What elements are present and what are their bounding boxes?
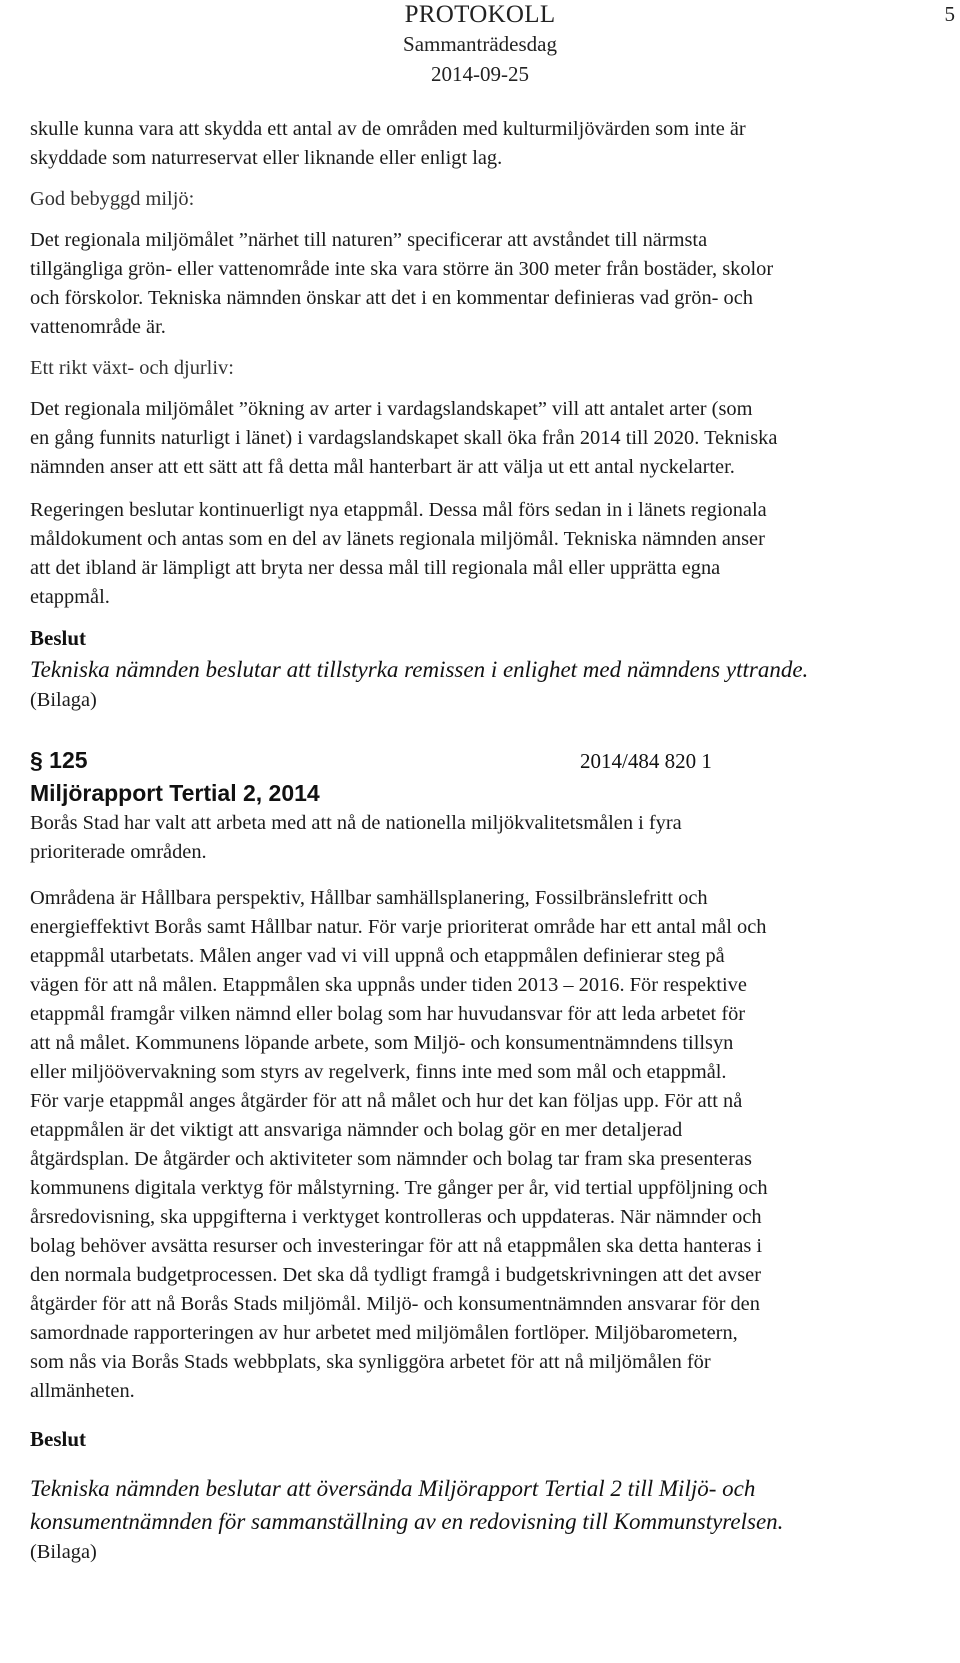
text-line: måldokument och antas som en del av länets regionala miljömål. Tekniska nämnden anser xyxy=(30,528,765,550)
text-line: Det regionala miljömålet ”närhet till naturen” specificerar att avståndet till närmsta xyxy=(30,229,708,251)
section-body-paragraph xyxy=(30,884,948,1406)
beslut-heading: Beslut xyxy=(30,1427,87,1451)
text-line: För varje etappmål anges åtgärder för att nå målet och hur det kan följas upp. För att nå xyxy=(30,1090,743,1112)
god-bebyggd-paragraph xyxy=(30,226,948,342)
page-number: 5 xyxy=(944,2,955,26)
text-line: skulle kunna vara att skydda ett antal av de områden med kulturmiljövärden som inte är xyxy=(30,118,746,140)
text-line: årsredovisning, ska uppgifterna i verktyget kontrolleras och uppdateras. När nämnder och xyxy=(30,1206,762,1228)
text-line: allmänheten. xyxy=(30,1380,135,1402)
decision-line: Tekniska nämnden beslutar att översända Miljörapport Tertial 2 till Miljö- och xyxy=(30,1476,756,1501)
text-line: att det ibland är lämpligt att bryta ner dessa mål till regionala mål eller upprätta egna xyxy=(30,557,721,579)
text-line: bolag behöver avsätta resurser och investeringar för att nå etappmålen ska detta hanteras i xyxy=(30,1235,763,1257)
beslut-heading: Beslut xyxy=(30,626,87,650)
case-reference: 2014/484 820 1 xyxy=(580,749,712,773)
text-line: att nå målet. Kommunens löpande arbete, som Miljö- och konsumentnämndens tillsyn xyxy=(30,1032,734,1054)
text-line: skyddade som naturreservat eller liknande eller enligt lag. xyxy=(30,147,503,169)
text-line: prioriterade områden. xyxy=(30,841,207,863)
section-header xyxy=(30,743,948,777)
decision-text: Tekniska nämnden beslutar att tillstyrka remissen i enlighet med nämndens yttrande. xyxy=(30,657,809,682)
section-intro-paragraph xyxy=(30,809,948,867)
text-line: kommunens digitala verktyg för målstyrning. Tre gånger per år, vid tertial uppföljning och xyxy=(30,1177,768,1199)
text-line: vägen för att nå målen. Etappmålen ska uppnås under tiden 2013 – 2016. För respektive xyxy=(30,974,747,996)
text-line: tillgängliga grön- eller vattenområde inte ska vara större än 300 meter från bostäder, skolor xyxy=(30,258,774,280)
intro-paragraph xyxy=(30,115,948,173)
text-line: Det regionala miljömålet ”ökning av arter i vardagslandskapet” vill att antalet arter (som xyxy=(30,398,753,420)
bilaga-note: (Bilaga) xyxy=(30,1541,97,1563)
decision-block xyxy=(30,624,948,714)
section-title: Miljörapport Tertial 2, 2014 xyxy=(30,780,320,806)
text-line: som nås via Borås Stads webbplats, ska synliggöra arbetet för att nå miljömålen för xyxy=(30,1351,711,1373)
meeting-date: 2014-09-25 xyxy=(431,62,529,86)
god-bebyggd-heading: God bebyggd miljö: xyxy=(30,188,195,210)
text-line: samordnade rapporteringen av hur arbetet med miljömålen fortlöper. Miljöbarometern, xyxy=(30,1322,738,1344)
text-line: Områdena är Hållbara perspektiv, Hållbar samhällsplanering, Fossilbränslefritt och xyxy=(30,887,708,909)
text-line: den normala budgetprocessen. Det ska då tydligt framgå i budgetskrivningen att det avser xyxy=(30,1264,762,1286)
text-line: en gång funnits naturligt i länet) i vardagslandskapet skall öka från 2014 till 2020. Tekniska xyxy=(30,427,778,449)
text-line: etappmål framgår vilken nämnd eller bolag som har huvudansvar för att leda arbetet för xyxy=(30,1003,746,1025)
decision-line: konsumentnämnden för sammanställning av en redovisning till Kommunstyrelsen. xyxy=(30,1509,784,1534)
meeting-day-label: Sammanträdesdag xyxy=(403,32,557,56)
text-line: och förskolor. Tekniska nämnden önskar att det i en kommentar definieras vad grön- och xyxy=(30,287,753,309)
vaxt-djurliv-paragraph xyxy=(30,395,948,482)
text-line: etappmål. xyxy=(30,586,110,608)
text-line: nämnden anser att ett sätt att få detta mål hanterbart är att välja ut ett antal nyckelarter. xyxy=(30,456,735,478)
text-line: energieffektivt Borås samt Hållbar natur. För varje prioriterat område har ett antal mål och xyxy=(30,916,767,938)
text-line: åtgärder för att nå Borås Stads miljömål. Miljö- och konsumentnämnden ansvarar för den xyxy=(30,1293,760,1315)
regeringen-paragraph xyxy=(30,496,948,612)
section-number: § 125 xyxy=(30,747,88,773)
text-line: eller miljöövervakning som styrs av regelverk, finns inte med som mål och etappmål. xyxy=(30,1061,727,1083)
document-title: PROTOKOLL xyxy=(404,1,556,28)
decision-block-2 xyxy=(30,1425,948,1566)
text-line: etappmålen är det viktigt att ansvariga nämnder och bolag gör en mer detaljerad xyxy=(30,1119,683,1141)
text-line: etappmål utarbetats. Målen anger vad vi vill uppnå och etappmålen definierar steg på xyxy=(30,945,725,967)
text-line: Regeringen beslutar kontinuerligt nya etappmål. Dessa mål förs sedan in i länets regionala xyxy=(30,499,767,521)
text-line: vattenområde är. xyxy=(30,316,166,338)
vaxt-djurliv-heading: Ett rikt växt- och djurliv: xyxy=(30,357,234,379)
decision-text-2 xyxy=(30,1472,948,1538)
document-body xyxy=(30,115,948,1566)
text-line: åtgärdsplan. De åtgärder och aktiviteter som nämnder och bolag tar fram ska presenteras xyxy=(30,1148,752,1170)
bilaga-note: (Bilaga) xyxy=(30,689,97,711)
text-line: Borås Stad har valt att arbeta med att nå de nationella miljökvalitetsmålen i fyra xyxy=(30,812,682,834)
